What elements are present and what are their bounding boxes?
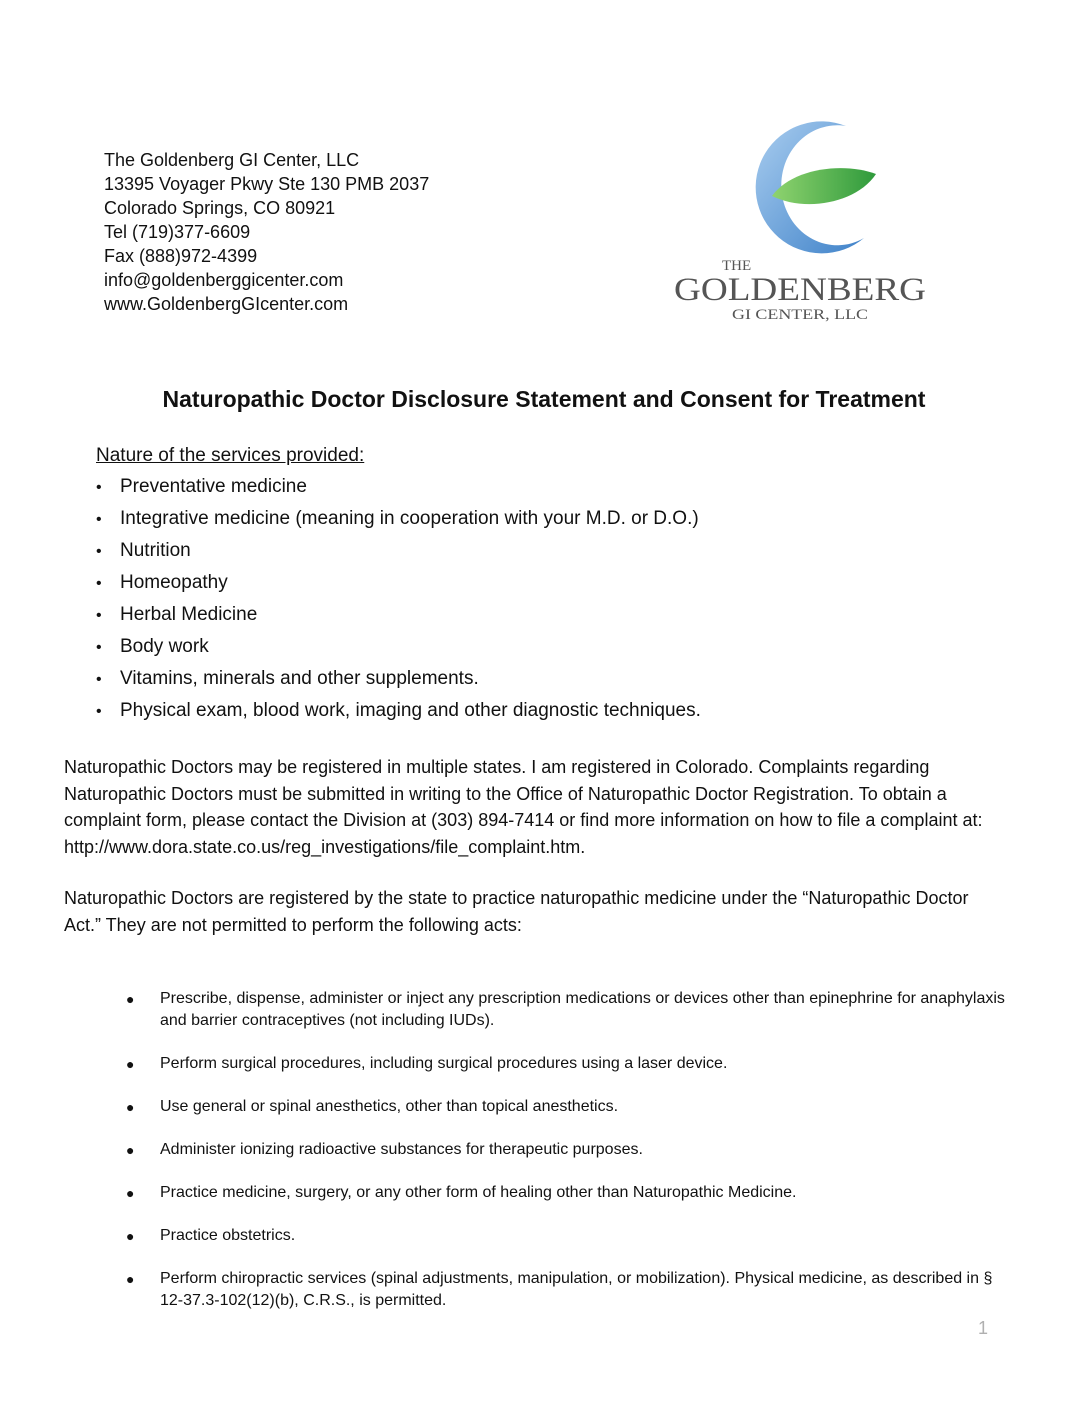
logo-line2: GOLDENBERG [674, 272, 926, 308]
goldenberg-logo [668, 112, 932, 328]
list-item: • Integrative medicine (meaning in cooperation with your M.D. or D.O.) [96, 508, 699, 529]
list-item: ● Perform surgical procedures, including surgical procedures using a laser device. [126, 1055, 728, 1072]
act-paragraph: Naturopathic Doctors are registered by the state to practice naturopathic medicine under the “Naturopathic Doctor Act.” They are not permitted to perform the following acts: [64, 888, 969, 935]
website: www.GoldenbergGIcenter.com [104, 294, 349, 314]
list-item: • Homeopathy [96, 572, 228, 593]
list-item: • Vitamins, minerals and other supplements. [96, 668, 479, 689]
registration-paragraph: Naturopathic Doctors may be registered in multiple states. I am registered in Colorado. Complaints regarding Naturopathic Doctors must be submitted in writing to the Office of Naturopathic Doctor Registration. To obtain a complaint form, please contact the Division at (303) 894-7414 or find more information on how to file a complaint at: http://www.dora.state.co.us/reg_investigations/file_complaint.htm. [64, 757, 983, 857]
prohibited-acts-list [126, 988, 1006, 1333]
leaf-icon [772, 168, 876, 204]
list-item: • Body work [96, 636, 209, 657]
list-item: • Physical exam, blood work, imaging and other diagnostic techniques. [96, 700, 701, 721]
logo-line3: GI CENTER, LLC [732, 307, 868, 323]
practice-name: The Goldenberg GI Center, LLC [104, 150, 360, 170]
city-state-zip: Colorado Springs, CO 80921 [104, 198, 336, 218]
list-item: ● Practice medicine, surgery, or any other form of healing other than Naturopathic Medicine. [126, 1184, 797, 1201]
list-item: • Herbal Medicine [96, 604, 258, 625]
services-list [96, 475, 701, 731]
list-item: ● Perform chiropractic services (spinal adjustments, manipulation, or mobilization). Physical medicine, as described in § 12-37.3-102(12)(b), C.R.S., is permitted. [126, 1270, 993, 1309]
fax: Fax (888)972-4399 [104, 246, 258, 266]
list-item: ● Prescribe, dispense, administer or inject any prescription medications or devices other than epinephrine for anaphylaxis and barrier contraceptives (not including IUDs). [126, 990, 1005, 1029]
services-heading: Nature of the services provided: [96, 445, 365, 466]
list-item: ● Practice obstetrics. [126, 1227, 296, 1244]
address-block [104, 148, 429, 316]
list-item: ● Administer ionizing radioactive substances for therapeutic purposes. [126, 1141, 643, 1158]
list-item: • Preventative medicine [96, 476, 307, 497]
street-address: 13395 Voyager Pkwy Ste 130 PMB 2037 [104, 174, 430, 194]
list-item: ● Use general or spinal anesthetics, other than topical anesthetics. [126, 1098, 619, 1115]
page-number: 1 [978, 1318, 989, 1338]
logo-graphic [668, 112, 932, 328]
email: info@goldenberggicenter.com [104, 270, 344, 290]
telephone: Tel (719)377-6609 [104, 222, 251, 242]
list-item: • Nutrition [96, 540, 191, 561]
document-title: Naturopathic Doctor Disclosure Statement and Consent for Treatment [162, 386, 926, 412]
logo-line1: THE [722, 258, 752, 274]
